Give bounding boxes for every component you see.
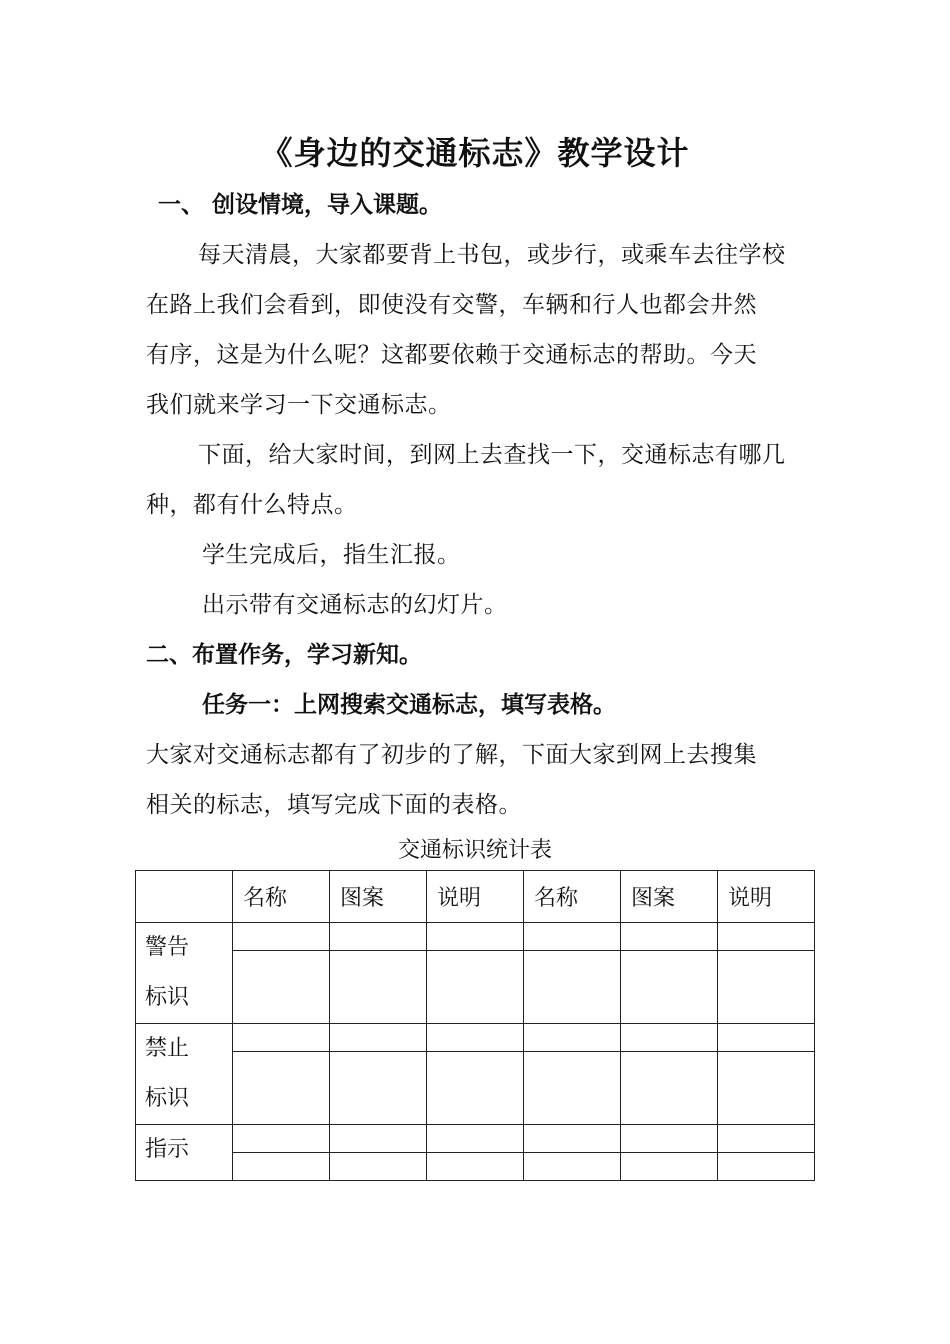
- header-pattern-2: 图案: [621, 871, 718, 923]
- table-cell[interactable]: [718, 1024, 815, 1052]
- header-description-1: 说明: [427, 871, 524, 923]
- table-cell[interactable]: [621, 923, 718, 951]
- paragraph-5-line-1: 大家对交通标志都有了初步的了解，下面大家到网上去搜集: [146, 742, 757, 768]
- table-row: [136, 923, 815, 951]
- table-cell[interactable]: [233, 1125, 330, 1153]
- table-row: [136, 1125, 815, 1153]
- table-cell[interactable]: [330, 951, 427, 1024]
- table-cell[interactable]: [233, 1153, 330, 1181]
- table-cell[interactable]: [427, 1125, 524, 1153]
- row-label-line: 指示: [145, 1137, 190, 1162]
- row-label-line: 警告: [145, 935, 190, 960]
- table-header-row: [136, 871, 815, 923]
- table-cell[interactable]: [427, 1024, 524, 1052]
- document-title: 《身边的交通标志》教学设计: [260, 134, 690, 172]
- section-2-heading: 二、布置作务，学习新知。: [146, 642, 422, 668]
- row-label-line: 标识: [145, 1086, 190, 1111]
- table-cell[interactable]: [621, 951, 718, 1024]
- section-1-heading: 一、 创设情境，导入课题。: [158, 192, 443, 218]
- paragraph-1-line-2: 在路上我们会看到，即使没有交警，车辆和行人也都会井然: [146, 292, 757, 318]
- table-cell[interactable]: [524, 1125, 621, 1153]
- paragraph-4: 出示带有交通标志的幻灯片。: [202, 592, 508, 618]
- table-cell[interactable]: [718, 923, 815, 951]
- table-cell[interactable]: [621, 1052, 718, 1125]
- paragraph-5-line-2: 相关的标志，填写完成下面的表格。: [146, 792, 522, 818]
- row-label-line: 禁止: [145, 1036, 190, 1061]
- table-cell[interactable]: [718, 951, 815, 1024]
- paragraph-1-line-4: 我们就来学习一下交通标志。: [146, 392, 452, 418]
- table-cell[interactable]: [427, 951, 524, 1024]
- header-pattern-1: 图案: [330, 871, 427, 923]
- traffic-sign-table: [135, 870, 815, 1181]
- table-cell[interactable]: [621, 1125, 718, 1153]
- table-cell[interactable]: [524, 951, 621, 1024]
- table-cell[interactable]: [524, 1024, 621, 1052]
- paragraph-1-line-3: 有序，这是为什么呢？这都要依赖于交通标志的帮助。今天: [146, 342, 757, 368]
- table-cell[interactable]: [718, 1153, 815, 1181]
- table-cell[interactable]: [233, 923, 330, 951]
- table-cell[interactable]: [233, 1052, 330, 1125]
- table-row: [136, 1052, 815, 1125]
- paragraph-1-line-1: 每天清晨，大家都要背上书包，或步行，或乘车去往学校: [198, 242, 786, 268]
- table-cell[interactable]: [427, 1052, 524, 1125]
- row-label-prohibition: [136, 1024, 233, 1125]
- table-cell[interactable]: [233, 951, 330, 1024]
- table-corner-cell: [136, 871, 233, 923]
- header-name-2: 名称: [524, 871, 621, 923]
- table-row: [136, 1024, 815, 1052]
- table-cell[interactable]: [330, 1024, 427, 1052]
- table-cell[interactable]: [330, 1052, 427, 1125]
- table-cell[interactable]: [330, 1153, 427, 1181]
- task-1-heading: 任务一：上网搜索交通标志，填写表格。: [202, 692, 616, 718]
- row-label-instruction: [136, 1125, 233, 1181]
- row-label-line: 标识: [145, 985, 190, 1010]
- paragraph-3: 学生完成后，指生汇报。: [202, 542, 461, 568]
- table-row: [136, 1153, 815, 1181]
- header-description-2: 说明: [718, 871, 815, 923]
- header-name-1: 名称: [233, 871, 330, 923]
- table-cell[interactable]: [524, 1052, 621, 1125]
- table-cell[interactable]: [718, 1125, 815, 1153]
- table-cell[interactable]: [621, 1153, 718, 1181]
- table-cell[interactable]: [621, 1024, 718, 1052]
- table-cell[interactable]: [524, 1153, 621, 1181]
- table-cell[interactable]: [330, 923, 427, 951]
- paragraph-2-line-2: 种，都有什么特点。: [146, 492, 358, 518]
- table-cell[interactable]: [427, 923, 524, 951]
- table-cell[interactable]: [233, 1024, 330, 1052]
- row-label-warning: [136, 923, 233, 1024]
- table-caption: 交通标识统计表: [397, 838, 552, 863]
- table-cell[interactable]: [427, 1153, 524, 1181]
- table-cell[interactable]: [718, 1052, 815, 1125]
- table-cell[interactable]: [524, 923, 621, 951]
- paragraph-2-line-1: 下面，给大家时间，到网上去查找一下，交通标志有哪几: [198, 442, 786, 468]
- table-cell[interactable]: [330, 1125, 427, 1153]
- table-row: [136, 951, 815, 1024]
